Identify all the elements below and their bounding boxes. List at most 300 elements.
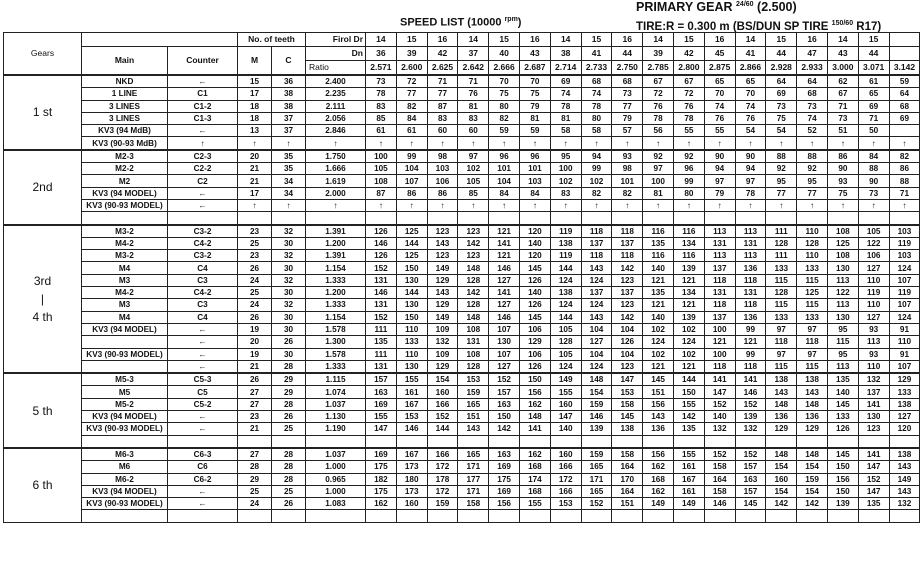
speed-cell: 142	[612, 262, 643, 274]
ratio-cell: 2.235	[306, 88, 366, 100]
speed-cell: 91	[889, 348, 920, 360]
speed-cell: 127	[858, 262, 889, 274]
final-dn-cell: 43	[520, 47, 551, 61]
speed-cell: 81	[458, 100, 489, 112]
teeth-m-cell: 19	[238, 348, 272, 360]
speed-cell: 124	[550, 299, 581, 311]
speed-cell	[396, 435, 427, 448]
ratio-cell: 1.074	[306, 386, 366, 398]
speed-cell: 172	[427, 485, 458, 497]
speed-cell: 141	[489, 287, 520, 299]
speed-cell: 116	[643, 250, 674, 262]
speed-cell: 99	[581, 163, 612, 175]
ratio-cell	[306, 510, 366, 522]
final-dr-cell: 14	[735, 33, 766, 47]
speed-cell: 140	[520, 237, 551, 249]
speed-cell	[550, 212, 581, 225]
speed-cell: 146	[489, 262, 520, 274]
speed-cell	[458, 510, 489, 522]
speed-cell: 132	[858, 373, 889, 386]
speed-cell: 107	[489, 348, 520, 360]
teeth-c-cell: 29	[272, 373, 306, 386]
speed-cell: 164	[612, 485, 643, 497]
speed-cell: 60	[427, 125, 458, 137]
final-ratio-cell: 3.142	[889, 61, 920, 76]
speed-list-close: )	[517, 16, 522, 29]
speed-cell: 92	[673, 150, 704, 163]
speed-cell: 143	[766, 386, 797, 398]
speed-cell: 103	[889, 225, 920, 238]
speed-cell: 107	[889, 299, 920, 311]
speed-cell	[366, 435, 397, 448]
gear-label	[4, 150, 82, 225]
counter-gear-cell: ←	[168, 485, 238, 497]
speed-cell: 130	[489, 336, 520, 348]
teeth-m-cell	[238, 435, 272, 448]
ratio-cell: 2.400	[306, 75, 366, 88]
speed-cell: 160	[766, 473, 797, 485]
speed-cell: 104	[581, 348, 612, 360]
speed-cell: ↑	[396, 199, 427, 211]
speed-cell: 141	[735, 373, 766, 386]
speed-cell: 151	[612, 498, 643, 510]
speed-cell: 140	[643, 311, 674, 323]
main-gear-cell: 3 LINES	[82, 112, 168, 124]
speed-cell: 118	[612, 225, 643, 238]
tire-spec	[636, 20, 881, 33]
speed-cell: 83	[550, 187, 581, 199]
speed-cell: 74	[797, 112, 828, 124]
teeth-c-cell: 30	[272, 323, 306, 335]
table-row	[4, 274, 920, 286]
speed-cell: 148	[797, 448, 828, 461]
speed-cell: 140	[520, 287, 551, 299]
speed-cell: 88	[889, 175, 920, 187]
speed-cell	[858, 212, 889, 225]
speed-cell: 162	[643, 485, 674, 497]
counter-gear-cell: C3	[168, 299, 238, 311]
speed-cell: 108	[827, 225, 858, 238]
counter-header: Counter	[168, 47, 238, 76]
speed-cell: 142	[489, 423, 520, 435]
counter-gear-cell	[168, 435, 238, 448]
speed-cell: 175	[366, 461, 397, 473]
speed-cell: 123	[612, 274, 643, 286]
speed-cell: 142	[458, 287, 489, 299]
speed-cell: 110	[797, 250, 828, 262]
speed-cell: 142	[612, 311, 643, 323]
speed-cell: 138	[766, 373, 797, 386]
main-gear-cell: KV3 (94 MODEL)	[82, 187, 168, 199]
main-gear-cell: M3	[82, 274, 168, 286]
speed-cell: 152	[366, 262, 397, 274]
speed-cell: 162	[643, 461, 674, 473]
header-row-dn	[4, 47, 920, 61]
table-row	[4, 360, 920, 373]
speed-cell: 172	[427, 461, 458, 473]
speed-cell: 157	[735, 485, 766, 497]
speed-cell: 130	[858, 411, 889, 423]
speed-cell: 142	[673, 411, 704, 423]
speed-cell: ↑	[489, 137, 520, 150]
speed-cell	[427, 212, 458, 225]
speed-cell: 156	[489, 498, 520, 510]
speed-cell: 95	[797, 175, 828, 187]
ratio-cell: 1.037	[306, 398, 366, 410]
primary-gear-value: (2.500)	[757, 0, 797, 14]
teeth-c-cell: 25	[272, 423, 306, 435]
speed-cell: 154	[766, 485, 797, 497]
speed-list-unit: rpm	[504, 16, 518, 23]
teeth-m-cell: 29	[238, 473, 272, 485]
final-ratio-cell: 3.071	[858, 61, 889, 76]
speed-cell: 59	[489, 125, 520, 137]
main-gear-cell: M5-3	[82, 373, 168, 386]
teeth-m-cell: 27	[238, 448, 272, 461]
teeth-c-cell: 28	[272, 461, 306, 473]
speed-cell: ↑	[581, 199, 612, 211]
teeth-c-cell: 26	[272, 336, 306, 348]
speed-cell: 167	[396, 398, 427, 410]
final-dn-cell: 41	[735, 47, 766, 61]
speed-cell: 128	[766, 237, 797, 249]
speed-cell: ↑	[827, 199, 858, 211]
speed-cell: 113	[858, 336, 889, 348]
speed-cell: 138	[550, 237, 581, 249]
counter-gear-cell: C1-2	[168, 100, 238, 112]
speed-cell: ↑	[735, 137, 766, 150]
gear-label-text: 6 th	[32, 478, 53, 493]
speed-cell: 110	[858, 360, 889, 373]
primary-gear-fraction: 24/60	[736, 0, 754, 8]
speed-cell: ↑	[858, 137, 889, 150]
table-row	[4, 299, 920, 311]
teeth-m-cell: 18	[238, 100, 272, 112]
speed-cell: 106	[520, 323, 551, 335]
speed-cell: 65	[735, 75, 766, 88]
speed-cell: 125	[396, 225, 427, 238]
speed-cell: 147	[612, 373, 643, 386]
speed-cell: 118	[704, 360, 735, 373]
speed-cell: 170	[612, 473, 643, 485]
counter-gear-cell: C4-2	[168, 287, 238, 299]
speed-cell	[612, 510, 643, 522]
table-row	[4, 163, 920, 175]
speed-cell: 102	[643, 323, 674, 335]
speed-cell: 100	[366, 150, 397, 163]
teeth-c-cell: 35	[272, 163, 306, 175]
speed-cell: 123	[612, 299, 643, 311]
speed-cell: ↑	[427, 137, 458, 150]
speed-cell: 113	[704, 225, 735, 238]
speed-cell	[827, 212, 858, 225]
speed-cell: 133	[797, 262, 828, 274]
final-dr-cell: 16	[612, 33, 643, 47]
speed-cell: 165	[581, 485, 612, 497]
speed-cell: 148	[766, 398, 797, 410]
speed-cell: 128	[550, 336, 581, 348]
speed-cell: 113	[735, 250, 766, 262]
speed-cell: 80	[673, 187, 704, 199]
main-gear-cell	[82, 212, 168, 225]
speed-cell: 77	[612, 100, 643, 112]
teeth-c-cell: 37	[272, 112, 306, 124]
speed-cell: 84	[396, 112, 427, 124]
speed-cell: 147	[366, 423, 397, 435]
speed-cell: 129	[797, 423, 828, 435]
main-gear-cell	[82, 510, 168, 522]
speed-cell: 74	[704, 100, 735, 112]
final-ratio-cell: 2.928	[766, 61, 797, 76]
m-header: M	[238, 47, 272, 76]
speed-cell: 64	[889, 88, 920, 100]
table-row	[4, 423, 920, 435]
speed-cell: 101	[612, 175, 643, 187]
speed-cell: 82	[581, 187, 612, 199]
speed-cell: 84	[489, 187, 520, 199]
speed-cell: 83	[366, 100, 397, 112]
speed-cell: 98	[612, 163, 643, 175]
final-ratio-cell: 2.875	[704, 61, 735, 76]
ratio-cell: ↑	[306, 137, 366, 150]
gear-label	[4, 448, 82, 522]
speed-cell: 70	[735, 88, 766, 100]
counter-gear-cell	[168, 212, 238, 225]
speed-cell: ↑	[396, 137, 427, 150]
teeth-m-cell: 26	[238, 262, 272, 274]
speed-cell: 168	[520, 485, 551, 497]
speed-cell: 171	[458, 485, 489, 497]
speed-cell: 93	[612, 150, 643, 163]
speed-cell: 65	[704, 75, 735, 88]
final-ratio-cell: 2.571	[366, 61, 397, 76]
speed-cell: 135	[366, 336, 397, 348]
speed-cell: 119	[889, 287, 920, 299]
speed-cell: 79	[612, 112, 643, 124]
speed-cell: 162	[520, 398, 551, 410]
speed-cell: 124	[673, 336, 704, 348]
main-gear-cell: M3-2	[82, 225, 168, 238]
speed-cell: 97	[643, 163, 674, 175]
speed-cell	[858, 435, 889, 448]
speed-cell: 166	[427, 398, 458, 410]
speed-cell	[643, 212, 674, 225]
main-gear-cell: M2-2	[82, 163, 168, 175]
teeth-c-cell: 28	[272, 448, 306, 461]
speed-cell: 152	[704, 448, 735, 461]
speed-cell: 102	[673, 323, 704, 335]
counter-gear-cell: C3-2	[168, 225, 238, 238]
speed-cell: 152	[735, 448, 766, 461]
teeth-m-cell: 13	[238, 125, 272, 137]
speed-cell: 152	[704, 398, 735, 410]
speed-cell: ↑	[889, 199, 920, 211]
final-dn-cell: 42	[427, 47, 458, 61]
speed-cell: 141	[704, 373, 735, 386]
speed-cell: 123	[458, 225, 489, 238]
speed-cell: 90	[735, 150, 766, 163]
speed-cell: 72	[643, 88, 674, 100]
speed-cell: ↑	[704, 199, 735, 211]
speed-cell: 146	[366, 237, 397, 249]
speed-cell: 75	[766, 112, 797, 124]
speed-cell: 76	[643, 100, 674, 112]
table-row	[4, 137, 920, 150]
speed-cell: 121	[643, 274, 674, 286]
teeth-m-cell: ↑	[238, 199, 272, 211]
table-row	[4, 386, 920, 398]
speed-cell: ↑	[581, 137, 612, 150]
speed-cell	[458, 212, 489, 225]
speed-cell: 69	[889, 112, 920, 124]
speed-cell: 155	[520, 498, 551, 510]
main-gear-cell: M6-3	[82, 448, 168, 461]
speed-cell: 126	[520, 274, 551, 286]
final-ratio-cell: 2.800	[673, 61, 704, 76]
speed-cell: 86	[889, 163, 920, 175]
final-dn-cell: 39	[643, 47, 674, 61]
speed-cell: ↑	[766, 137, 797, 150]
speed-cell: 80	[581, 112, 612, 124]
speed-cell: 145	[827, 398, 858, 410]
teeth-m-cell: 23	[238, 411, 272, 423]
speed-cell: 125	[396, 250, 427, 262]
final-dr-cell: 15	[396, 33, 427, 47]
speed-cell: 83	[427, 112, 458, 124]
speed-cell: 104	[489, 175, 520, 187]
speed-cell: 95	[766, 175, 797, 187]
teeth-c-cell: 30	[272, 311, 306, 323]
speed-cell: 145	[520, 262, 551, 274]
counter-gear-cell: C3-2	[168, 250, 238, 262]
speed-cell: 113	[827, 360, 858, 373]
speed-cell: 143	[797, 386, 828, 398]
speed-cell: 151	[458, 411, 489, 423]
speed-cell	[612, 212, 643, 225]
main-gear-cell	[82, 360, 168, 373]
gear-label-text: 1 st	[32, 105, 53, 120]
main-gear-cell: M2-3	[82, 150, 168, 163]
table-row	[4, 485, 920, 497]
speed-cell: 71	[427, 75, 458, 88]
speed-cell: 127	[581, 336, 612, 348]
speed-cell: 144	[550, 262, 581, 274]
speed-cell: 147	[858, 485, 889, 497]
speed-cell: 110	[858, 299, 889, 311]
speed-cell: 135	[827, 373, 858, 386]
speed-cell: 124	[643, 336, 674, 348]
speed-cell: 136	[735, 262, 766, 274]
speed-cell: 146	[366, 287, 397, 299]
final-dn-cell: 43	[827, 47, 858, 61]
ratio-cell: 1.130	[306, 411, 366, 423]
speed-cell	[366, 510, 397, 522]
counter-gear-cell: C1-3	[168, 112, 238, 124]
speed-cell	[858, 510, 889, 522]
gear-label-text: 3rd | 4 th	[32, 273, 53, 324]
teeth-header: No. of teeth	[238, 33, 306, 47]
speed-cell	[458, 435, 489, 448]
speed-cell: 81	[520, 112, 551, 124]
table-row	[4, 448, 920, 461]
speed-cell: 145	[520, 311, 551, 323]
ratio-cell: 1.200	[306, 287, 366, 299]
speed-cell: 153	[396, 411, 427, 423]
speed-cell: 145	[827, 448, 858, 461]
counter-gear-cell: C2	[168, 175, 238, 187]
final-dn-cell: 44	[766, 47, 797, 61]
speed-cell: 113	[827, 299, 858, 311]
teeth-m-cell: 27	[238, 398, 272, 410]
final-dr-cell	[889, 33, 920, 47]
speed-cell: 108	[458, 348, 489, 360]
speed-cell: 146	[489, 311, 520, 323]
speed-cell: 127	[889, 411, 920, 423]
speed-cell: ↑	[520, 199, 551, 211]
speed-cell: 169	[489, 485, 520, 497]
teeth-c-cell: 26	[272, 498, 306, 510]
teeth-m-cell: 25	[238, 287, 272, 299]
speed-cell: 143	[581, 311, 612, 323]
speed-cell: 125	[797, 287, 828, 299]
main-gear-cell: KV3 (94 MdB)	[82, 125, 168, 137]
speed-cell: 75	[827, 187, 858, 199]
speed-cell	[643, 435, 674, 448]
speed-cell: 91	[889, 323, 920, 335]
speed-cell: 81	[550, 112, 581, 124]
counter-gear-cell: ←	[168, 323, 238, 335]
speed-cell: 175	[489, 473, 520, 485]
speed-cell: 180	[396, 473, 427, 485]
speed-cell: 143	[889, 461, 920, 473]
speed-cell: 132	[704, 423, 735, 435]
speed-cell: 173	[396, 485, 427, 497]
firol-dr-header: Firol Dr	[306, 33, 366, 47]
table-row	[4, 411, 920, 423]
speed-cell: 148	[520, 411, 551, 423]
speed-cell	[581, 435, 612, 448]
teeth-c-cell: 30	[272, 348, 306, 360]
speed-cell: 105	[550, 348, 581, 360]
speed-cell: 120	[520, 250, 551, 262]
speed-cell: 123	[427, 225, 458, 238]
speed-cell: 161	[396, 386, 427, 398]
speed-cell: 124	[889, 311, 920, 323]
teeth-m-cell	[238, 212, 272, 225]
speed-cell: 163	[489, 398, 520, 410]
speed-cell: 163	[366, 386, 397, 398]
speed-cell: 128	[458, 299, 489, 311]
final-ratio-cell: 2.666	[489, 61, 520, 76]
speed-cell: 134	[673, 287, 704, 299]
speed-cell: 141	[858, 398, 889, 410]
speed-cell: 116	[643, 225, 674, 238]
speed-cell: 73	[797, 100, 828, 112]
speed-cell	[612, 435, 643, 448]
speed-cell: 103	[427, 163, 458, 175]
speed-cell: 105	[366, 163, 397, 175]
teeth-c-cell: 35	[272, 150, 306, 163]
speed-cell: 165	[458, 398, 489, 410]
speed-cell: 121	[489, 225, 520, 238]
speed-cell: 152	[858, 473, 889, 485]
final-dr-cell: 14	[643, 33, 674, 47]
speed-cell: 107	[889, 360, 920, 373]
speed-cell	[704, 435, 735, 448]
speed-cell: 61	[366, 125, 397, 137]
speed-cell: 135	[673, 423, 704, 435]
speed-cell: 122	[827, 287, 858, 299]
